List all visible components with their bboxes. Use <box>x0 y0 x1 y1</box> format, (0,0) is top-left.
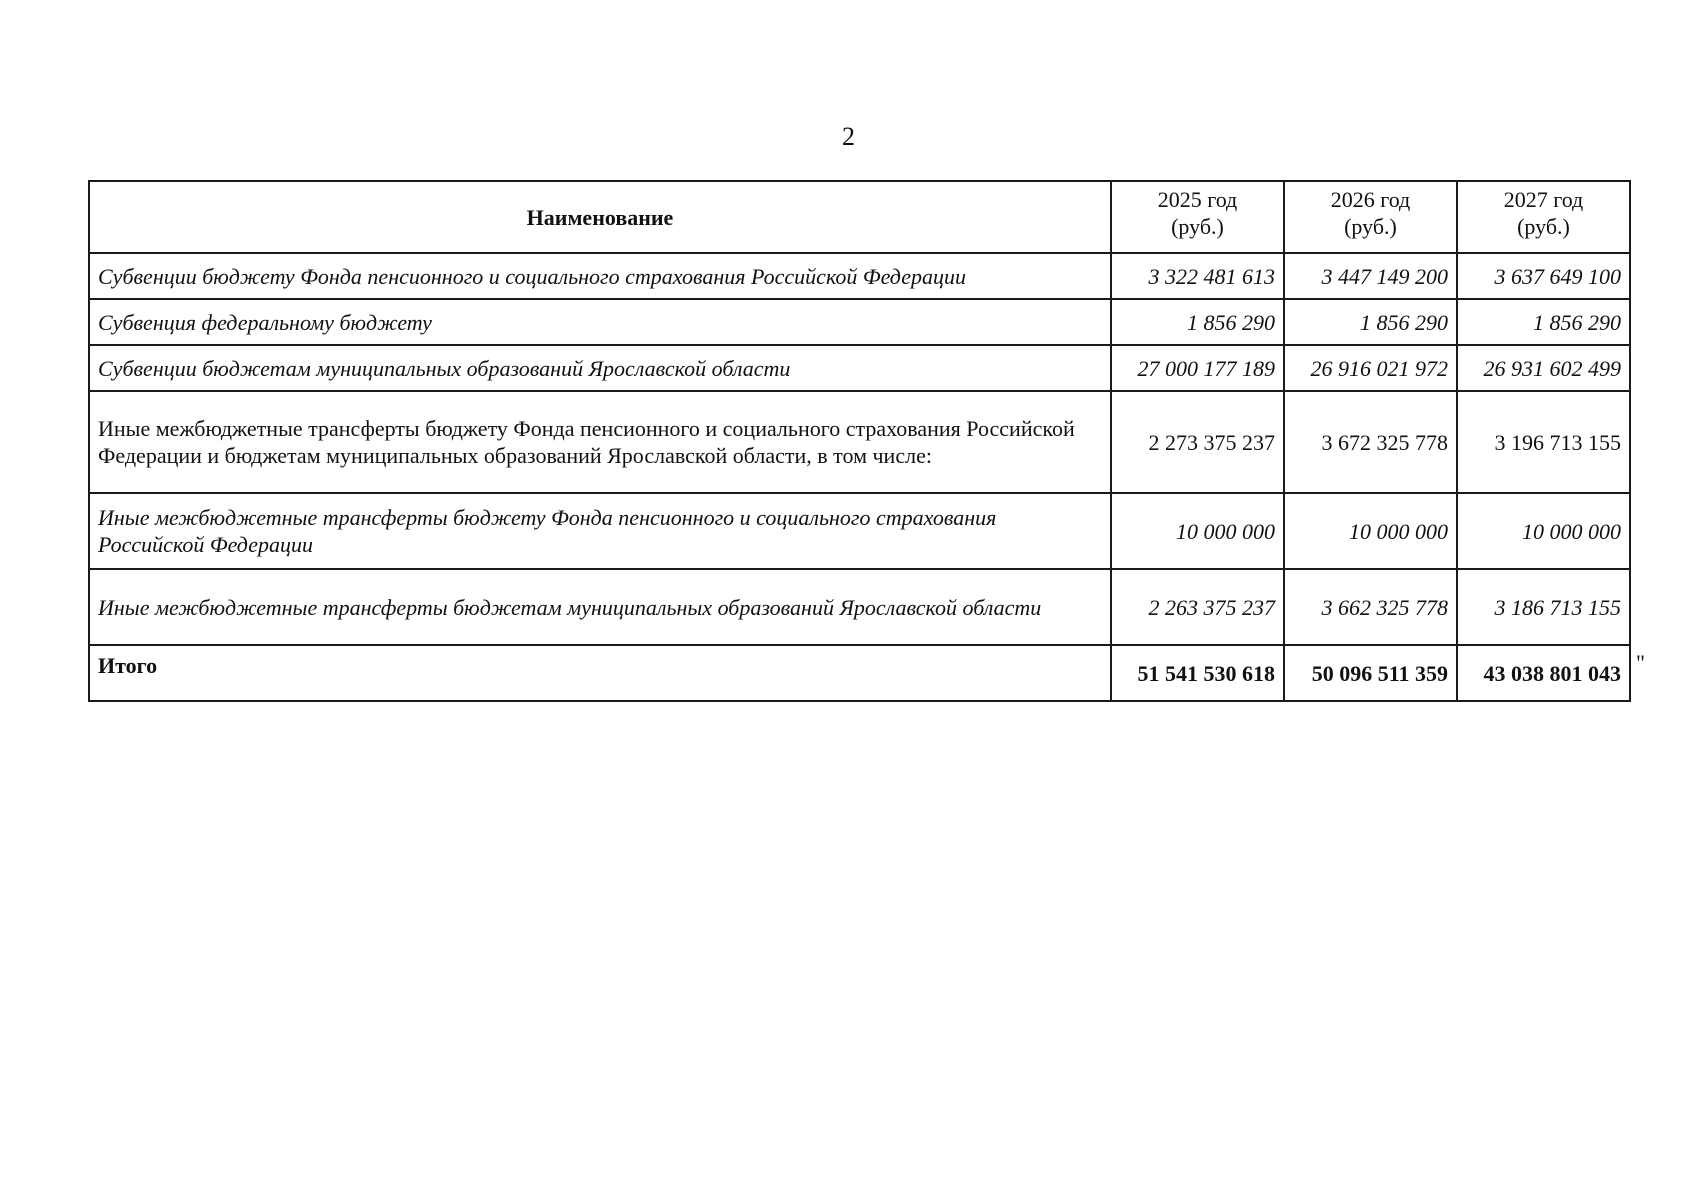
value-2026: 3 662 325 778 <box>1284 569 1457 645</box>
total-2027: 43 038 801 043 <box>1457 645 1630 701</box>
value-2026: 3 447 149 200 <box>1284 253 1457 299</box>
closing-quote-mark: " <box>1636 650 1645 675</box>
row-name: Иные межбюджетные трансферты бюджету Фонда пенсионного и социального страхования Российской Федерации <box>89 493 1111 569</box>
budget-table <box>88 180 1631 702</box>
table-row <box>89 345 1630 391</box>
value-2025: 1 856 290 <box>1111 299 1284 345</box>
table-row <box>89 253 1630 299</box>
row-name: Субвенции бюджетам муниципальных образований Ярославской области <box>89 345 1111 391</box>
table-header-row <box>89 181 1630 253</box>
value-2026: 3 672 325 778 <box>1284 391 1457 493</box>
value-2027: 1 856 290 <box>1457 299 1630 345</box>
value-2025: 2 273 375 237 <box>1111 391 1284 493</box>
column-header-year: 2025 год <box>1157 187 1238 212</box>
page-number: 2 <box>842 122 855 151</box>
row-name: Субвенции бюджету Фонда пенсионного и социального страхования Российской Федерации <box>89 253 1111 299</box>
column-header-name: Наименование <box>89 181 1111 253</box>
value-2027: 26 931 602 499 <box>1457 345 1630 391</box>
column-header-unit: (руб.) <box>1344 214 1397 239</box>
value-2027: 3 637 649 100 <box>1457 253 1630 299</box>
column-header-2025 <box>1111 181 1284 253</box>
value-2026: 10 000 000 <box>1284 493 1457 569</box>
column-header-unit: (руб.) <box>1171 214 1224 239</box>
value-2025: 2 263 375 237 <box>1111 569 1284 645</box>
value-2026: 1 856 290 <box>1284 299 1457 345</box>
value-2025: 3 322 481 613 <box>1111 253 1284 299</box>
value-2027: 3 186 713 155 <box>1457 569 1630 645</box>
total-row <box>89 645 1630 701</box>
total-2026: 50 096 511 359 <box>1284 645 1457 701</box>
column-header-2026 <box>1284 181 1457 253</box>
column-header-year: 2026 год <box>1330 187 1411 212</box>
table-row <box>89 299 1630 345</box>
table-row <box>89 569 1630 645</box>
table-row <box>89 391 1630 493</box>
row-name: Иные межбюджетные трансферты бюджету Фонда пенсионного и социального страхования Российской Федерации и бюджетам муниципальных образований Ярославской области, в том числе: <box>89 391 1111 493</box>
row-name: Субвенция федеральному бюджету <box>89 299 1111 345</box>
column-header-year: 2027 год <box>1503 187 1584 212</box>
value-2026: 26 916 021 972 <box>1284 345 1457 391</box>
value-2025: 10 000 000 <box>1111 493 1284 569</box>
row-name: Иные межбюджетные трансферты бюджетам муниципальных образований Ярославской области <box>89 569 1111 645</box>
column-header-2027 <box>1457 181 1630 253</box>
total-2025: 51 541 530 618 <box>1111 645 1284 701</box>
value-2027: 10 000 000 <box>1457 493 1630 569</box>
column-header-unit: (руб.) <box>1517 214 1570 239</box>
value-2025: 27 000 177 189 <box>1111 345 1284 391</box>
value-2027: 3 196 713 155 <box>1457 391 1630 493</box>
table-row <box>89 493 1630 569</box>
total-label: Итого <box>89 645 1111 701</box>
